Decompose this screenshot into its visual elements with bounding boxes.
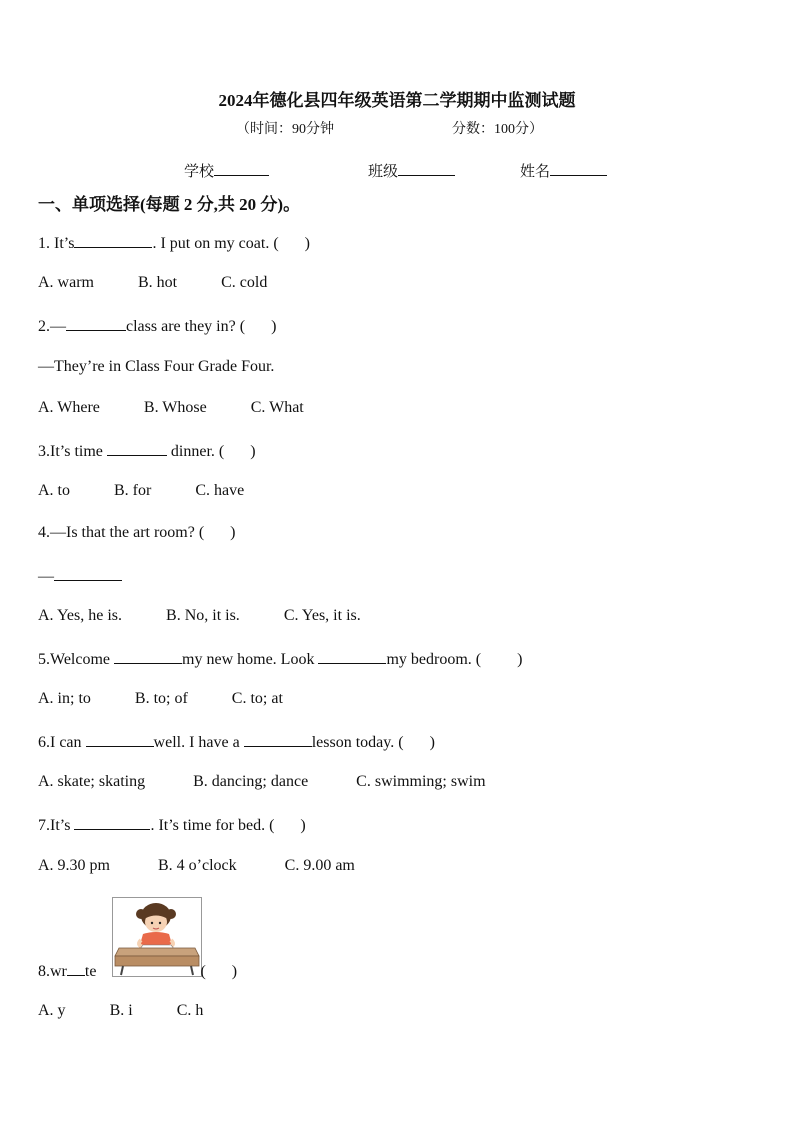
- question-7: [38, 815, 306, 835]
- q6-text-a: 6.I can: [38, 734, 82, 751]
- exam-time: （时间：90分钟: [236, 122, 334, 137]
- q6-blank-1[interactable]: [86, 732, 154, 747]
- option-b[interactable]: B. Whose: [143, 399, 207, 416]
- q3-options: [38, 482, 244, 500]
- option-c[interactable]: C. have: [195, 482, 245, 499]
- school-field[interactable]: [184, 160, 269, 181]
- question-5: [38, 649, 522, 669]
- page-title: 2024年德化县四年级英语第二学期期中监测试题: [218, 91, 576, 110]
- q2-blank[interactable]: [66, 316, 126, 331]
- q7-blank[interactable]: [74, 815, 150, 830]
- q8-text-b: te: [84, 963, 97, 980]
- option-c[interactable]: C. 9.00 am: [284, 857, 355, 874]
- question-6: [38, 732, 435, 752]
- section-heading: 一、单项选择(每题 2 分,共 20 分)。: [38, 195, 301, 214]
- q2-answer-paren: ): [271, 318, 277, 335]
- q4-reply: [38, 566, 122, 586]
- q4-blank[interactable]: [54, 566, 122, 581]
- q2-reply: —They’re in Class Four Grade Four.: [38, 358, 275, 375]
- option-c[interactable]: C. What: [250, 399, 304, 416]
- class-label: 班级: [368, 164, 399, 180]
- q8-paren-open: (: [200, 963, 206, 980]
- option-b[interactable]: B. to; of: [134, 690, 188, 707]
- q7-text-b: . It’s time for bed. (: [150, 817, 275, 834]
- option-a[interactable]: A. in; to: [38, 690, 91, 707]
- q3-text-b: dinner. (: [170, 443, 225, 460]
- name-label: 姓名: [520, 164, 551, 180]
- question-4: [38, 524, 236, 542]
- q6-answer-paren: ): [429, 734, 435, 751]
- q2-text-a: 2.—: [38, 318, 66, 335]
- option-b[interactable]: B. for: [114, 482, 152, 499]
- q6-text-b: well. I have a: [153, 734, 240, 751]
- school-blank[interactable]: [214, 161, 269, 176]
- q6-blank-2[interactable]: [244, 732, 312, 747]
- q1-text-a: 1. It’s: [38, 235, 75, 252]
- exam-meta: [236, 118, 543, 138]
- option-a[interactable]: A. Where: [38, 399, 100, 416]
- option-a[interactable]: A. Yes, he is.: [38, 607, 123, 624]
- q5-answer-paren: ): [517, 651, 523, 668]
- option-a[interactable]: A. 9.30 pm: [38, 857, 110, 874]
- q6-options: [38, 773, 486, 791]
- q2-text-b: class are they in? (: [126, 318, 246, 335]
- q2-options: [38, 399, 304, 417]
- school-label: 学校: [184, 164, 215, 180]
- q4-options: [38, 607, 361, 625]
- option-b[interactable]: B. hot: [137, 274, 178, 291]
- option-c[interactable]: C. to; at: [231, 690, 283, 707]
- question-3: [38, 441, 256, 461]
- q1-text-b: . I put on my coat. (: [152, 235, 279, 252]
- option-c[interactable]: C. cold: [221, 274, 268, 291]
- question-8: [38, 961, 237, 981]
- question-1: [38, 233, 310, 253]
- q4-reply-dash: —: [38, 568, 54, 585]
- option-a[interactable]: A. y: [38, 1002, 66, 1019]
- q4-answer-paren: ): [230, 524, 236, 541]
- q3-blank[interactable]: [107, 441, 167, 456]
- class-blank[interactable]: [398, 161, 455, 176]
- name-field[interactable]: [520, 160, 607, 181]
- q5-blank-1[interactable]: [114, 649, 182, 664]
- q7-options: [38, 857, 355, 875]
- q8-blank[interactable]: [67, 961, 85, 976]
- q5-text-b: my new home. Look: [182, 651, 315, 668]
- q8-paren-close: ): [231, 963, 238, 980]
- q1-blank[interactable]: [74, 233, 152, 248]
- q5-options: [38, 690, 283, 708]
- q3-answer-paren: ): [250, 443, 256, 460]
- q5-text-a: 5.Welcome: [38, 651, 111, 668]
- option-a[interactable]: A. skate; skating: [38, 773, 146, 790]
- q5-blank-2[interactable]: [318, 649, 386, 664]
- option-c[interactable]: C. swimming; swim: [356, 773, 486, 790]
- q6-text-c: lesson today. (: [311, 734, 404, 751]
- class-field[interactable]: [368, 160, 455, 181]
- question-2: [38, 316, 276, 336]
- exam-score: 分数：100分）: [452, 122, 543, 137]
- q8-text-a: 8.wr: [38, 963, 67, 980]
- name-blank[interactable]: [550, 161, 607, 176]
- option-c[interactable]: C. Yes, it is.: [283, 607, 361, 624]
- option-b[interactable]: B. No, it is.: [166, 607, 240, 624]
- q7-text-a: 7.It’s: [38, 817, 71, 834]
- option-b[interactable]: B. dancing; dance: [193, 773, 309, 790]
- option-a[interactable]: A. to: [38, 482, 70, 499]
- q5-text-c: my bedroom. (: [386, 651, 482, 668]
- option-b[interactable]: B. 4 o’clock: [158, 857, 237, 874]
- option-c[interactable]: C. h: [176, 1002, 204, 1019]
- q8-options: [38, 1002, 203, 1020]
- q1-options: [38, 274, 267, 292]
- q4-text: 4.—Is that the art room? (: [38, 524, 205, 541]
- option-b[interactable]: B. i: [109, 1002, 133, 1019]
- q1-answer-paren: ): [304, 235, 310, 252]
- q3-text-a: 3.It’s time: [38, 443, 103, 460]
- option-a[interactable]: A. warm: [38, 274, 94, 291]
- q7-answer-paren: ): [300, 817, 306, 834]
